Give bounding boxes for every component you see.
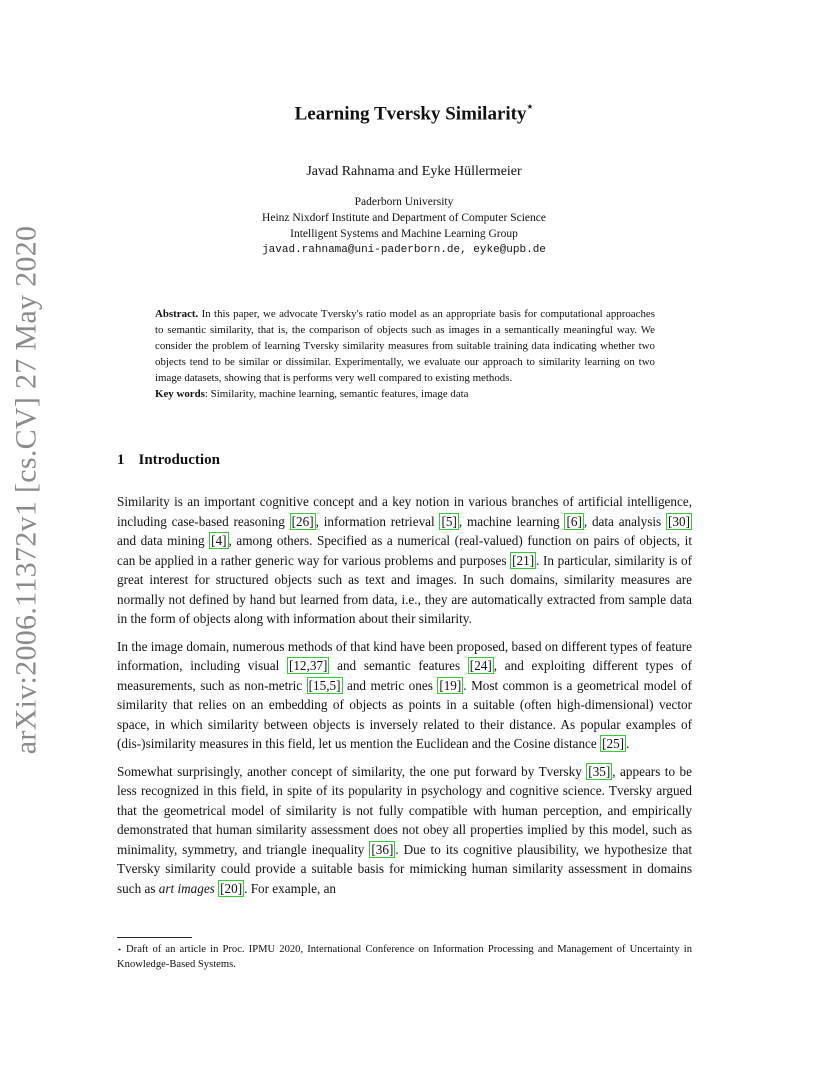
citation-link[interactable]: [20]	[220, 880, 243, 896]
title-footnote-mark[interactable]: ⋆	[526, 101, 534, 113]
abstract	[155, 306, 655, 402]
paragraph-text: , and exploiting different types of measurements, such as non-metric	[117, 658, 693, 693]
citation-link[interactable]: [25]	[602, 736, 625, 751]
citation-link[interactable]: [15,5]	[308, 677, 341, 693]
footnote-mark: ⋆	[117, 945, 123, 954]
paragraph-text: . In particular, similarity is of great interest for structured objects such as text and images. In such domains, similarity measures are normally not defined by hand but learned from data, i.e., they are automatically extracted from sample data in the form of objects along with information about their similarity.	[117, 552, 692, 626]
citation-link[interactable]: [36]	[371, 841, 394, 857]
paragraph-text: , among others. Specified as a numerical (real-valued) function on pairs of objects, it can be applied in a rather generic way for various problems and purposes	[117, 533, 692, 568]
affiliation	[0, 194, 808, 258]
citation-link[interactable]: [21]	[512, 552, 535, 568]
paragraph-text: .	[626, 736, 630, 751]
paragraph-text: In the image domain, numerous methods of that kind have been proposed, based on different types of feature information, including visual	[117, 638, 692, 673]
paragraph-text: . For example, an	[244, 880, 337, 896]
section-number: 1	[117, 452, 125, 468]
affiliation-group: Intelligent Systems and Machine Learning Group	[290, 228, 518, 240]
paragraph-text: and metric ones	[342, 677, 438, 693]
section-title: Introduction	[138, 452, 220, 468]
paragraph-text: , machine learning	[458, 513, 565, 529]
affiliation-university: Paderborn University	[354, 196, 454, 208]
emphasis-text: art images	[158, 880, 215, 896]
paragraph-text: and data mining	[117, 533, 210, 548]
paragraph-text: and semantic features	[329, 658, 468, 673]
affiliation-institute: Heinz Nixdorf Institute and Department of Computer Science	[262, 212, 546, 224]
citation-link[interactable]: [24]	[469, 658, 492, 673]
paragraph-text: , appears to be less recognized in this field, in spite of its popularity in psychology and cognitive science. Tversky argued that the geometrical model of similarity is not fully compatible with human perception, and empirically demonstrated that human similarity assessment does not obey all properties implied by this model, such as minimality, symmetry, and triangle inequality	[117, 763, 692, 857]
paragraph-3	[117, 762, 692, 899]
footnote	[117, 942, 692, 972]
paragraph-2	[117, 637, 692, 754]
footnote-rule	[117, 937, 192, 938]
paragraph-text: . Due to its cognitive plausibility, we hypothesize that Tversky similarity could provide a suitable basis for mimicking human similarity assessment in domains such as	[117, 841, 692, 896]
body-text	[117, 492, 692, 906]
keywords-text: : Similarity, machine learning, semantic features, image data	[204, 388, 469, 400]
arxiv-identifier	[2, 225, 50, 755]
section-heading	[117, 452, 220, 469]
paper-title	[0, 102, 828, 125]
keywords-label: Key words	[155, 388, 205, 400]
citation-link[interactable]: [30]	[668, 513, 690, 529]
author-emails: javad.rahnama@uni-paderborn.de, eyke@upb.de	[262, 244, 546, 256]
footnote-text: Draft of an article in Proc. IPMU 2020, International Conference on Information Processing and Management of Uncertainty in Knowledge-Based Systems.	[117, 944, 692, 970]
abstract-text: In this paper, we advocate Tversky's ratio model as an appropriate basis for computational approaches to semantic similarity, that is, the comparison of objects such as images in a semantically meaningful way. We consider the problem of learning Tversky similarity measures from suitable training data indicating whether two objects tend to be similar or dissimilar. Experimentally, we evaluate our approach to similarity learning on two image datasets, showing that is performs very well compared to existing methods.	[155, 308, 655, 384]
citation-link[interactable]: [19]	[439, 677, 462, 693]
citation-link[interactable]: [35]	[588, 763, 611, 779]
authors: Javad Rahnama and Eyke Hüllermeier	[306, 164, 522, 179]
citation-link[interactable]: [6]	[566, 513, 582, 529]
paragraph-text: , information retrieval	[315, 513, 440, 529]
citation-link[interactable]: [12,37]	[288, 658, 328, 673]
paragraph-text: Similarity is an important cognitive concept and a key notion in various branches of artificial intelligence, including case-based reasoning	[117, 494, 692, 529]
arxiv-identifier-text: arXiv:2006.11372v1 [cs.CV] 27 May 2020	[9, 225, 43, 755]
citation-link[interactable]: [26]	[291, 513, 314, 529]
paragraph-text: . Most common is a geometrical model of similarity that relies on an embedding of objects as points in a suitable (often high-dimensional) vector space, in which similarity between objects is inversely related to their distance. As popular examples of (dis-)similarity measures in this field, let us mention the Euclidean and the Cosine distance	[117, 677, 693, 751]
citation-link[interactable]: [4]	[211, 533, 227, 548]
paragraph-1	[117, 492, 692, 629]
paragraph-text: Somewhat surprisingly, another concept of similarity, the one put forward by Tversky	[117, 763, 587, 779]
paragraph-text: , data analysis	[583, 513, 666, 529]
paper-title-text: Learning Tversky Similarity	[294, 103, 527, 125]
citation-link[interactable]: [5]	[441, 513, 457, 529]
abstract-label: Abstract.	[155, 308, 199, 320]
